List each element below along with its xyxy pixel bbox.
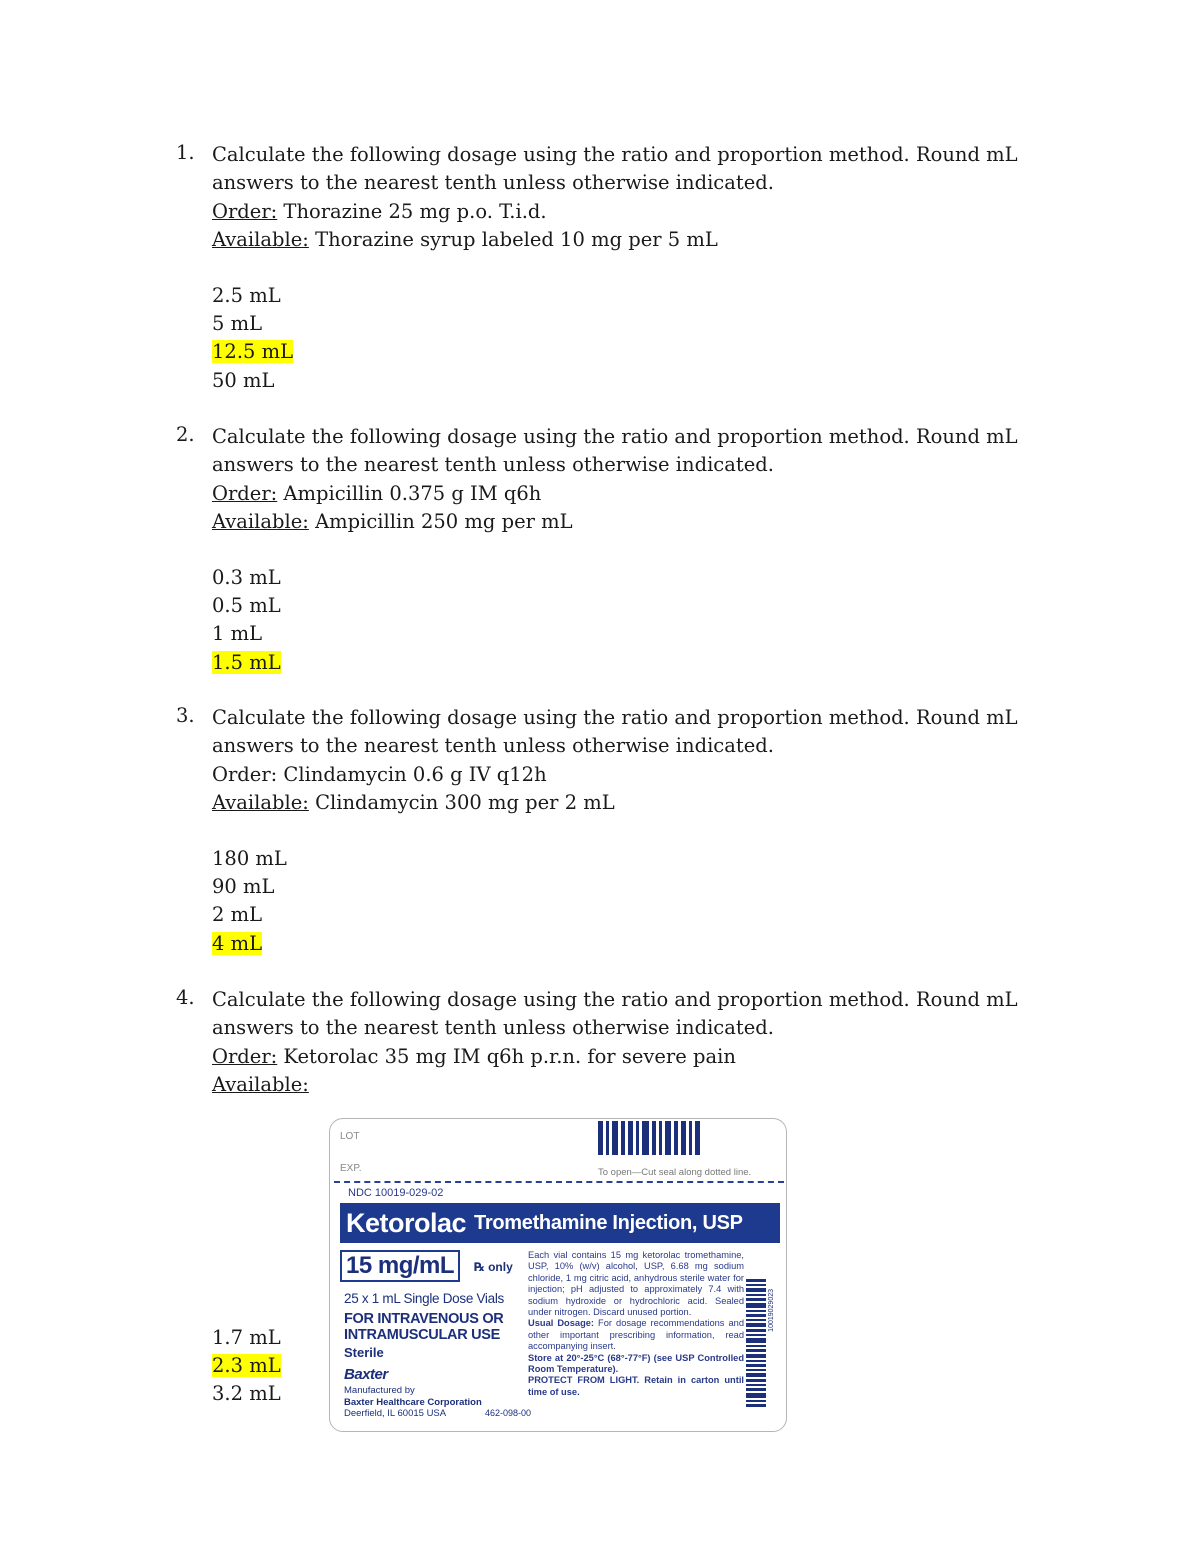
label-sterile: Sterile	[344, 1345, 384, 1360]
label-barcode-number: 10019029023	[768, 1289, 775, 1332]
answer-option-highlighted[interactable]: 2.3 mL	[212, 1354, 281, 1378]
order-text: Thorazine 25 mg p.o. T.i.d.	[277, 199, 547, 223]
question-instruction-line2: answers to the nearest tenth unless otherwise indicated.	[212, 453, 774, 477]
available-label: Available:	[212, 509, 309, 533]
answer-options	[212, 1324, 281, 1409]
label-route: FOR INTRAVENOUS OR INTRAMUSCULAR USE	[344, 1311, 504, 1343]
label-ndc: NDC 10019-029-02	[348, 1187, 444, 1199]
label-exp: EXP.	[340, 1163, 362, 1174]
answer-option[interactable]: 50 mL	[212, 368, 275, 392]
label-open-instructions: To open—Cut seal along dotted line.	[598, 1167, 752, 1178]
answer-option[interactable]: 3.2 mL	[212, 1382, 281, 1406]
question-instruction-line2: answers to the nearest tenth unless otherwise indicated.	[212, 171, 774, 195]
label-concentration: 15 mg/mL	[340, 1250, 460, 1282]
answer-options	[212, 282, 293, 395]
order-line	[212, 480, 1012, 508]
available-label: Available:	[212, 1072, 309, 1096]
question-instruction-line1: Calculate the following dosage using the ratio and proportion method. Round mL	[212, 143, 1018, 166]
label-drug-name: Ketorolac	[346, 1207, 467, 1238]
available-text: Ampicillin 250 mg per mL	[308, 509, 573, 533]
baxter-logo: Baxter	[344, 1366, 388, 1383]
answer-option[interactable]: 1.7 mL	[212, 1326, 281, 1349]
answer-option[interactable]: 1 mL	[212, 622, 263, 646]
order-label: Order:	[212, 762, 278, 786]
order-line	[212, 198, 1012, 226]
answer-option[interactable]: 90 mL	[212, 875, 275, 899]
available-line	[212, 508, 1012, 536]
label-rx-only: ℞ only	[474, 1260, 513, 1274]
label-barcode-side	[746, 1279, 766, 1419]
available-text: Thorazine syrup labeled 10 mg per 5 mL	[308, 227, 718, 251]
label-vials: 25 x 1 mL Single Dose Vials	[344, 1291, 504, 1306]
order-line	[212, 761, 1012, 789]
answer-option[interactable]: 0.5 mL	[212, 594, 281, 618]
available-label: Available:	[212, 790, 309, 814]
question-instruction-line1: Calculate the following dosage using the ratio and proportion method. Round mL	[212, 988, 1018, 1011]
ketorolac-drug-label	[329, 1118, 787, 1432]
question-number: 4.	[176, 986, 195, 1009]
answer-option[interactable]: 2 mL	[212, 903, 263, 927]
answer-option[interactable]: 2.5 mL	[212, 284, 281, 307]
answer-option-highlighted[interactable]: 12.5 mL	[212, 340, 294, 364]
answer-option-highlighted[interactable]: 4 mL	[212, 931, 263, 955]
question-number: 3.	[176, 704, 195, 727]
available-text: Clindamycin 300 mg per 2 mL	[308, 790, 615, 814]
label-details: Each vial contains 15 mg ketorolac tromethamine, USP, 10% (w/v) alcohol, USP, 6.68 mg sodium chloride, 1 mg citric acid, anhydrous sterile water for injection; pH adjusted to approximately 7.4 with sodium hydroxide or hydrochloric acid. Sealed under nitrogen. Discard unused portion. Usual Dosage: For dosage recommendations and other important prescribing information, read accompanying insert. Store at 20°-25°C (68°-77°F) (see USP Controlled Room Temperature). PROTECT FROM LIGHT. Retain in carton until time of use.	[528, 1250, 744, 1397]
answer-option[interactable]: 0.3 mL	[212, 566, 281, 589]
question-number: 2.	[176, 423, 195, 446]
question-instruction-line1: Calculate the following dosage using the ratio and proportion method. Round mL	[212, 706, 1018, 729]
label-title-bar	[340, 1203, 780, 1243]
label-drug-name-rest: Tromethamine Injection, USP	[474, 1211, 743, 1234]
question-instruction-line1: Calculate the following dosage using the ratio and proportion method. Round mL	[212, 425, 1018, 448]
order-label: Order:	[212, 481, 278, 505]
question-instruction-line2: answers to the nearest tenth unless otherwise indicated.	[212, 734, 774, 758]
label-manufacturer: Manufactured by Baxter Healthcare Corporation Deerfield, IL 60015 USA	[344, 1385, 482, 1419]
label-code: 462-098-00	[485, 1408, 532, 1418]
available-line	[212, 1071, 1012, 1099]
question-number: 1.	[176, 141, 195, 164]
order-text: Clindamycin 0.6 g IV q12h	[277, 762, 547, 786]
order-label: Order:	[212, 1044, 278, 1068]
answer-option[interactable]: 5 mL	[212, 312, 263, 336]
available-line	[212, 226, 1012, 254]
answer-options	[212, 564, 281, 677]
available-line	[212, 789, 1012, 817]
answer-option[interactable]: 180 mL	[212, 847, 287, 870]
answer-options	[212, 845, 287, 958]
available-label: Available:	[212, 227, 309, 251]
order-line	[212, 1043, 1012, 1071]
question-instruction-line2: answers to the nearest tenth unless otherwise indicated.	[212, 1016, 774, 1040]
order-label: Order:	[212, 199, 278, 223]
label-barcode-top	[598, 1121, 703, 1155]
order-text: Ketorolac 35 mg IM q6h p.r.n. for severe pain	[277, 1044, 736, 1068]
order-text: Ampicillin 0.375 g IM q6h	[277, 481, 542, 505]
answer-option-highlighted[interactable]: 1.5 mL	[212, 650, 281, 674]
label-dotted-line	[334, 1181, 784, 1183]
label-lot: LOT	[340, 1131, 360, 1142]
